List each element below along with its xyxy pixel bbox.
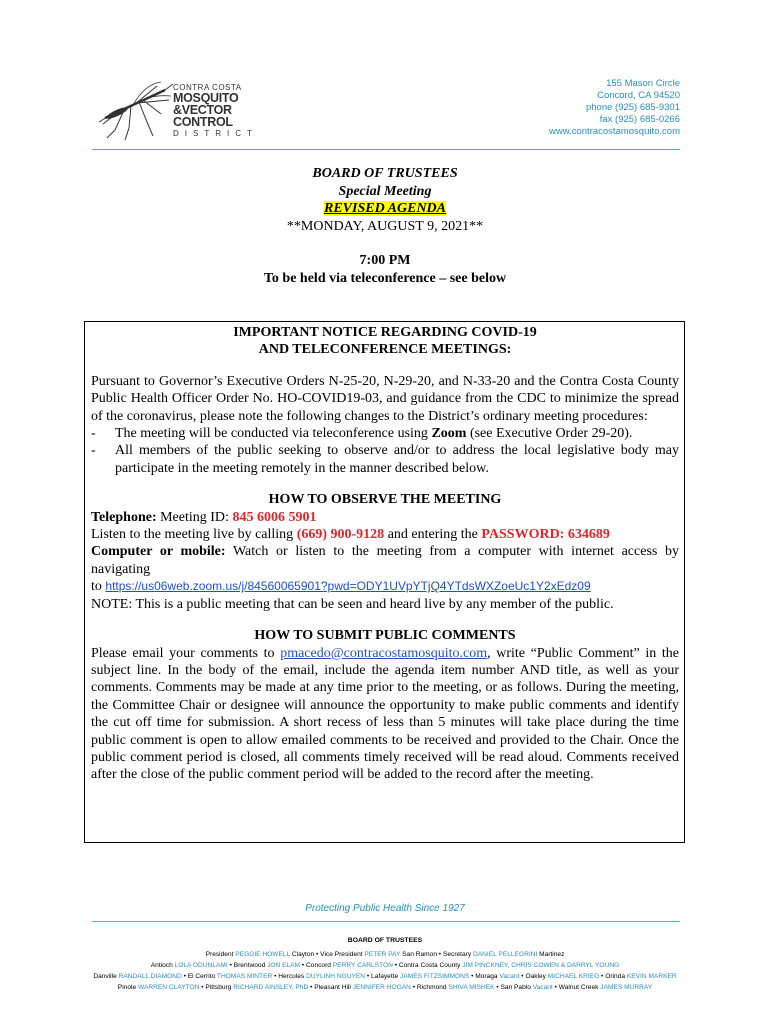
logo-line-5: DISTRICT bbox=[173, 129, 258, 138]
footer-row-3: Danville RANDALL DIAMOND • El Cerrito THOMAS MINTER • Hercules DUYLINH NGUYEN • Lafayette JAMES FITZSIMMONS • Moraga Vacant • Oakley MICHAEL KRIEG • Orinda KEVIN MARKER bbox=[93, 973, 677, 980]
list-item: - All members of the public seeking to observe and/or to address the local legislative body may participate in the meeting remotely in the manner described below. bbox=[91, 443, 679, 476]
revised-agenda-label: REVISED AGENDA bbox=[323, 201, 447, 216]
computer-line: Computer or mobile: Watch or listen to the meeting from a computer with internet access by navigating bbox=[91, 544, 680, 577]
footer-row-4: Pinole WARREN CLAYTON • Pittsburg RICHARD AINSLEY, PhD • Pleasant Hill JENNIFER HOGAN • Richmond SHIVA MISHEK • San Pablo Vacant • Walnut Creek JAMES MURRAY bbox=[117, 984, 653, 991]
procedure-list bbox=[91, 425, 679, 477]
trustees-footer bbox=[0, 935, 770, 993]
dial-in-number: (669) 900-9128 bbox=[296, 527, 385, 543]
district-logo bbox=[95, 78, 258, 144]
header-divider bbox=[92, 149, 680, 150]
logo-line-4: CONTROL bbox=[173, 115, 233, 129]
footer-row-2: Antioch LOLA ODUNLAMI • Brentwood JON ELAM • Concord PERRY CARLSTON • Contra Costa County JIM PINCKNEY, CHRIS COWEN & DARRYL YOUNG bbox=[150, 962, 620, 969]
contact-city: Concord, CA 94520 bbox=[597, 90, 680, 101]
meeting-time: 7:00 PM bbox=[359, 253, 411, 268]
listen-line: Listen to the meeting live by calling (669) 900-9128 and entering the PASSWORD: 634689 bbox=[91, 527, 610, 543]
list-item: - The meeting will be conducted via teleconference using Zoom (see Executive Order 29-20). bbox=[91, 426, 633, 442]
contact-block bbox=[549, 78, 680, 138]
logo-line-3: &VECTOR bbox=[173, 103, 232, 117]
submit-instructions: Please email your comments to pmacedo@contracostamosquito.com, write “Public Comment” in the subject line. In the body of the email, include the agenda item number AND title, as well as your comments. Comments may be made at any time prior to the meeting, or as follows. During the meeting, the Committee Chair or designee will announce the opportunity to make public comments and identify the cut off time for submission. A short recess of less than 5 minutes will take place during the time public comment is open to allow emailed comments to be received and provided to the Chair. Once the public comment period is closed, all comments timely received will be read aloud. Comments received after the close of the public comment period will be added to the record after the meeting. bbox=[91, 645, 679, 783]
contact-fax: fax (925) 685-0266 bbox=[599, 114, 680, 125]
contact-website[interactable]: www.contracostamosquito.com bbox=[549, 126, 680, 137]
meeting-date: **MONDAY, AUGUST 9, 2021** bbox=[286, 218, 484, 234]
contact-phone: phone (925) 685-9301 bbox=[585, 102, 680, 113]
logo-wordmark bbox=[173, 83, 258, 140]
telephone-line: Telephone: Meeting ID: 845 6006 5901 bbox=[91, 509, 317, 525]
covid-notice-box bbox=[84, 321, 685, 843]
observe-heading: HOW TO OBSERVE THE MEETING bbox=[268, 492, 502, 508]
footer-row-1: President PEGGIE HOWELL Clayton • Vice President PETER PAY San Ramon • Secretary DANIEL PELLEGRINI Martinez bbox=[205, 951, 565, 958]
logo-line-2: MOSQUITO bbox=[173, 91, 239, 105]
zoom-link[interactable]: https://us06web.zoom.us/j/84560065901?pwd=ODY1UVpYTjQ4YTdsWXZoeUc1Y2xEdz09 bbox=[105, 579, 591, 594]
board-title: BOARD OF TRUSTEES bbox=[312, 166, 458, 181]
tagline: Protecting Public Health Since 1927 bbox=[305, 903, 465, 914]
footer-divider bbox=[92, 921, 680, 922]
notice-heading-1: IMPORTANT NOTICE REGARDING COVID-19 bbox=[233, 325, 537, 340]
meeting-location: To be held via teleconference – see below bbox=[263, 270, 507, 286]
agenda-title-block bbox=[0, 165, 770, 287]
submit-heading: HOW TO SUBMIT PUBLIC COMMENTS bbox=[254, 628, 516, 644]
meeting-type: Special Meeting bbox=[338, 183, 432, 199]
comment-email-link[interactable]: pmacedo@contracostamosquito.com bbox=[280, 645, 488, 661]
public-note: NOTE: This is a public meeting that can be seen and heard live by any member of the public. bbox=[91, 596, 614, 612]
footer-heading: BOARD OF TRUSTEES bbox=[347, 937, 423, 944]
notice-intro: Pursuant to Governor’s Executive Orders N-25-20, N-29-20, and N-33-20 and the Contra Costa County Public Health Officer Order No. HO-COVID19-03, and guidance from the CDC to minimize the spread of the coronavirus, please note the following changes to the District’s ordinary meeting procedures: bbox=[91, 373, 679, 424]
mosquito-icon bbox=[95, 78, 175, 144]
zoom-link-line: to https://us06web.zoom.us/j/84560065901?pwd=ODY1UVpYTjQ4YTdsWXZoeUc1Y2xEdz09 bbox=[91, 579, 591, 595]
contact-address: 155 Mason Circle bbox=[606, 78, 680, 89]
meeting-password: PASSWORD: 634689 bbox=[481, 527, 610, 543]
meeting-id: 845 6006 5901 bbox=[232, 509, 317, 525]
notice-heading-2: AND TELECONFERENCE MEETINGS: bbox=[258, 342, 512, 358]
logo-line-1: CONTRA COSTA bbox=[173, 83, 242, 92]
